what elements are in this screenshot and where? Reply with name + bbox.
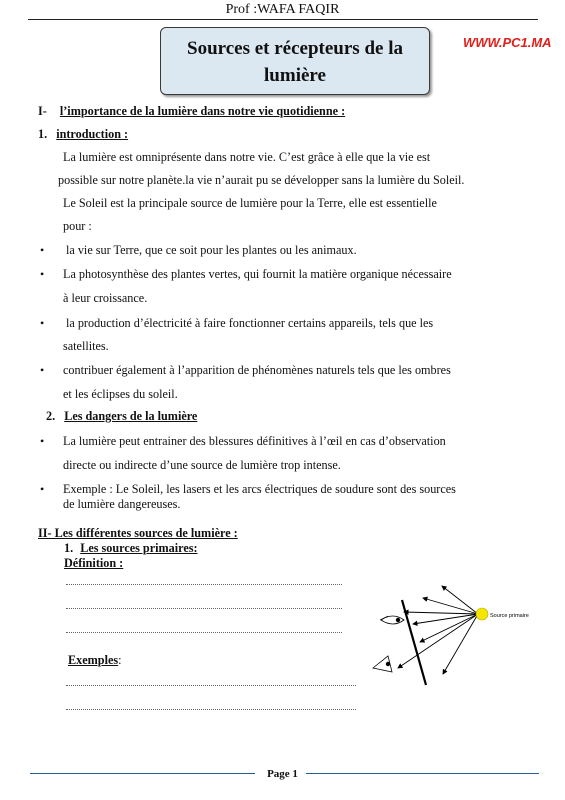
bullet-icon: • — [40, 243, 45, 257]
subsection-title: Les dangers de la lumière — [64, 409, 198, 423]
list-item-continuation: et les éclipses du soleil. — [63, 387, 178, 401]
intro-line: possible sur notre planète.la vie n’aurait pu se développer sans la lumière du Soleil. — [58, 173, 465, 187]
subsection-title: introduction : — [56, 127, 129, 141]
answer-line — [66, 709, 356, 710]
examples-label-text: Exemples — [68, 653, 119, 667]
source-label: Source primaire — [490, 613, 529, 619]
intro-line: pour : — [63, 219, 92, 233]
bullet-icon: • — [40, 316, 45, 330]
list-item-continuation: à leur croissance. — [63, 291, 148, 305]
examples-label — [68, 652, 122, 668]
header-author: Prof :WAFA FAQIR — [225, 2, 340, 17]
bullet-icon: • — [40, 363, 45, 377]
sun-icon — [476, 608, 488, 620]
bullet-icon: • — [40, 434, 45, 448]
bullet-icon: • — [40, 267, 45, 281]
title-line-1: Sources et récepteurs de la — [187, 38, 403, 59]
answer-line — [66, 632, 342, 633]
list-item-continuation: de lumière dangereuses. — [63, 497, 181, 511]
list-item-continuation: directe ou indirecte d’une source de lumière trop intense. — [63, 458, 341, 472]
subsection-primary-sources — [64, 540, 198, 556]
intro-line: Le Soleil est la principale source de lumière pour la Terre, elle est essentielle — [63, 196, 437, 210]
page-number: Page 1 — [267, 768, 298, 780]
eye-icon — [373, 656, 392, 672]
section1-heading — [38, 103, 345, 119]
answer-line — [66, 608, 342, 609]
list-item: La photosynthèse des plantes vertes, qui fournit la matière organique nécessaire — [63, 267, 452, 281]
definition-label: Définition : — [64, 556, 124, 570]
title-line-2: lumière — [264, 65, 326, 86]
subsection-title: Les sources primaires: — [80, 541, 198, 555]
section1-number: I- — [38, 104, 47, 118]
section2-heading: II- Les différentes sources de lumière : — [38, 526, 238, 540]
list-item: La lumière peut entrainer des blessures définitives à l’œil en cas d’observation — [63, 434, 446, 448]
primary-source-diagram — [368, 578, 538, 690]
answer-line — [66, 584, 342, 585]
list-item-continuation: satellites. — [63, 339, 109, 353]
section1-title: l’importance de la lumière dans notre vie quotidienne : — [59, 104, 346, 118]
examples-colon: : — [118, 653, 122, 667]
page-title — [160, 27, 430, 95]
subsection-introduction — [38, 126, 128, 142]
answer-line — [66, 685, 356, 686]
bullet-icon: • — [40, 482, 45, 496]
subsection-number: 1. — [64, 541, 74, 555]
list-item: Exemple : Le Soleil, les lasers et les arcs électriques de soudure sont des sources — [63, 482, 456, 496]
subsection-dangers — [46, 408, 197, 424]
subsection-number: 2. — [46, 409, 56, 423]
eye-icon — [380, 616, 404, 624]
list-item: la production d’électricité à faire fonctionner certains appareils, tels que les — [66, 316, 434, 330]
subsection-number: 1. — [38, 127, 48, 141]
intro-line: La lumière est omniprésente dans notre vie. C’est grâce à elle que la vie est — [63, 150, 431, 164]
list-item: la vie sur Terre, que ce soit pour les plantes ou les animaux. — [66, 243, 357, 257]
list-item: contribuer également à l’apparition de phénomènes naturels tels que les ombres — [63, 363, 451, 377]
watermark-text: WWW.PC1.MA — [463, 35, 552, 50]
header-rule — [28, 19, 538, 20]
